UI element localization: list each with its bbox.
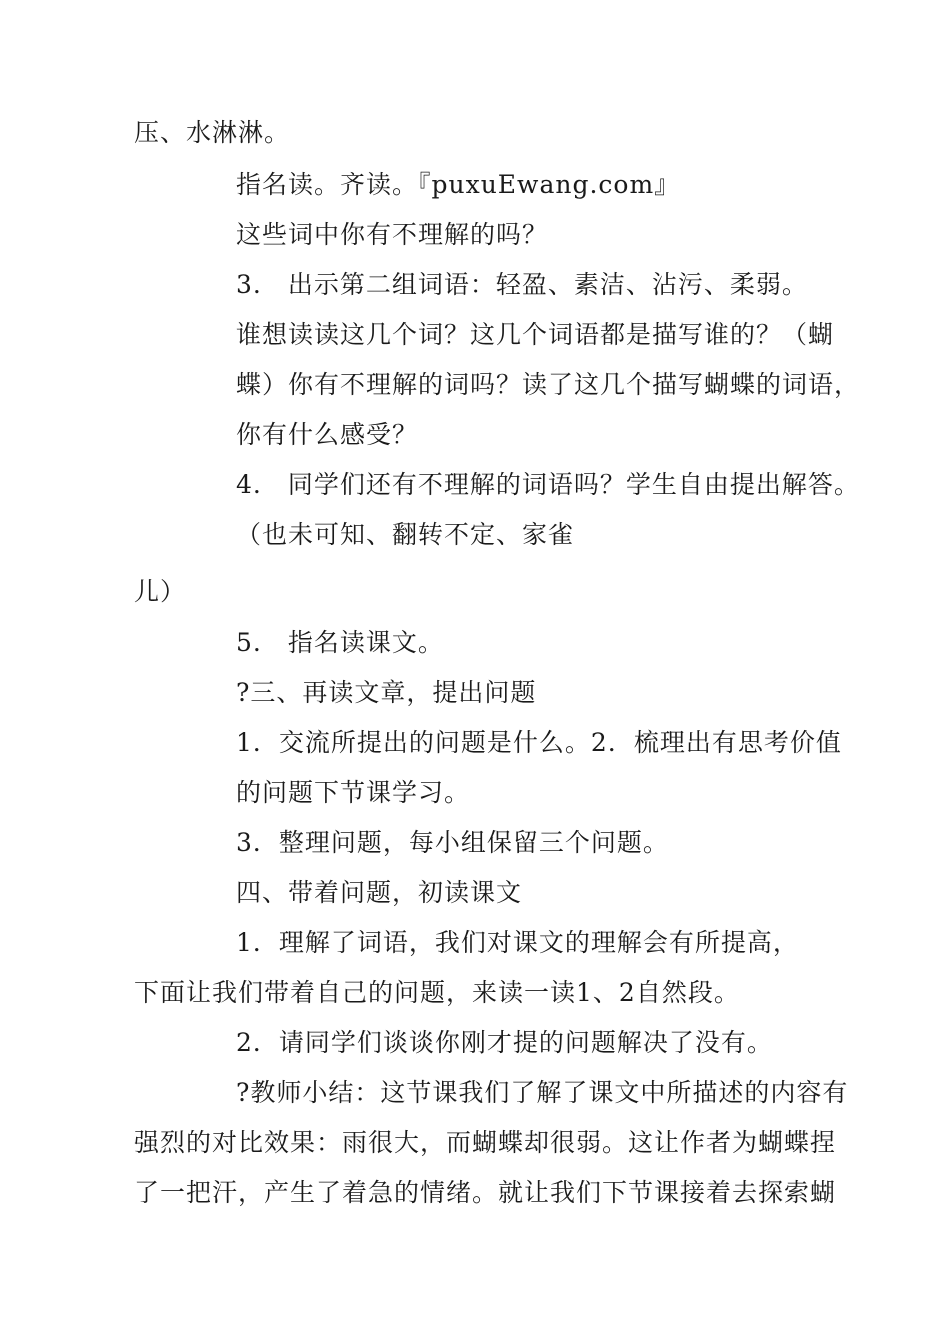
text-line: 指名读。齐读。『puxuEwang.com』 xyxy=(236,170,681,199)
text-line: 你有什么感受？ xyxy=(236,420,419,449)
text-line: 谁想读读这几个词？这几个词语都是描写谁的？（蝴 xyxy=(236,320,835,349)
text-line: 这些词中你有不理解的吗？ xyxy=(236,220,549,249)
text-line: 3．整理问题，每小组保留三个问题。 xyxy=(236,828,669,857)
text-line: 的问题下节课学习。 xyxy=(236,778,471,807)
text-line: 压、水淋淋。 xyxy=(134,118,291,147)
text-line: 2．请同学们谈谈你刚才提的问题解决了没有。 xyxy=(236,1028,773,1057)
text-line: 5. 指名读课文。 xyxy=(236,628,444,657)
text-line: 下面让我们带着自己的问题，来读一读1、2自然段。 xyxy=(134,978,740,1007)
text-line: 3. 出示第二组词语：轻盈、素洁、沾污、柔弱。 xyxy=(236,270,808,299)
text-line: （也未可知、翻转不定、家雀 xyxy=(236,520,575,549)
text-line: 蝶）你有不理解的词吗？读了这几个描写蝴蝶的词语， xyxy=(236,370,861,399)
text-line: ?三、再读文章，提出问题 xyxy=(236,678,537,707)
text-line: 儿） xyxy=(134,577,187,606)
text-line: 了一把汗，产生了着急的情绪。就让我们下节课接着去探索蝴 xyxy=(134,1178,837,1207)
text-line: ?教师小结：这节课我们了解了课文中所描述的内容有 xyxy=(236,1078,849,1107)
text-line: 1．交流所提出的问题是什么。2．梳理出有思考价值 xyxy=(236,728,842,757)
text-line: 强烈的对比效果：雨很大，而蝴蝶却很弱。这让作者为蝴蝶捏 xyxy=(134,1128,837,1157)
text-line: 4. 同学们还有不理解的词语吗？学生自由提出解答。 xyxy=(236,470,860,499)
text-line: 四、带着问题，初读课文 xyxy=(236,878,523,907)
text-line: 1．理解了词语，我们对课文的理解会有所提高， xyxy=(236,928,799,957)
